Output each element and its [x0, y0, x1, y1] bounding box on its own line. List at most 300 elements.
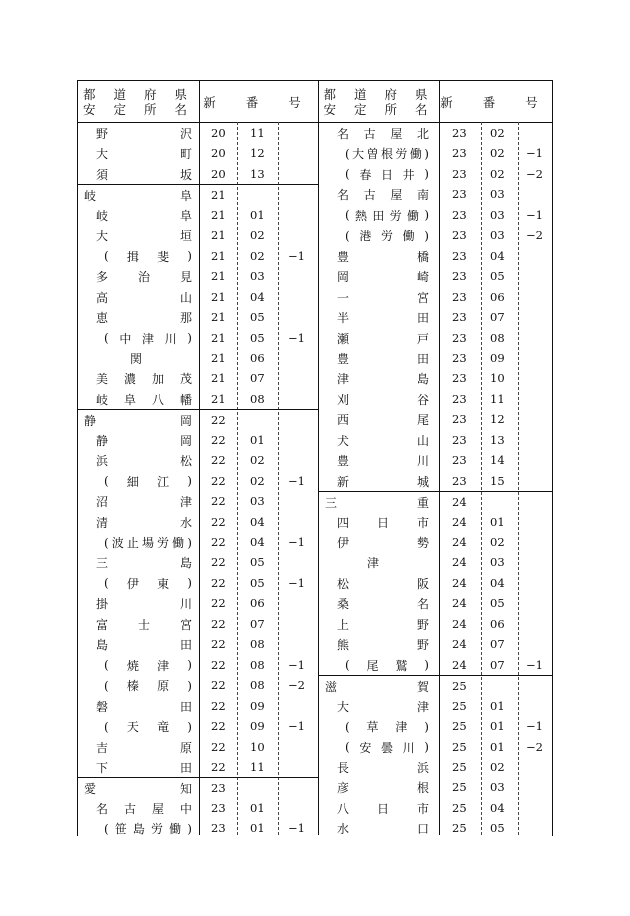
office-name: ( 笹 島 労 働 ) — [104, 821, 192, 837]
office-code: 05 — [250, 330, 265, 345]
table-row — [78, 409, 318, 431]
branch-code: −1 — [288, 657, 305, 672]
prefecture-code: 23 — [452, 453, 467, 468]
header-number-cell: 新 番 号 — [440, 94, 551, 110]
office-name: 大 垣 — [96, 229, 192, 244]
office-name: 新 城 — [337, 474, 429, 489]
prefecture-code: 21 — [211, 350, 226, 365]
office-name: 野 沢 — [96, 127, 192, 141]
branch-code: −2 — [526, 166, 543, 181]
office-code: 01 — [490, 514, 505, 529]
office-code: 04 — [250, 289, 265, 304]
prefecture-code: 22 — [211, 413, 226, 428]
prefecture-code: 22 — [211, 759, 226, 774]
office-name: 美 濃 加 茂 — [96, 372, 192, 387]
table-row — [78, 328, 318, 349]
table-row — [78, 716, 318, 737]
prefecture-code: 23 — [452, 330, 467, 345]
office-name: 四 日 市 — [337, 515, 429, 530]
office-name: 島 田 — [96, 638, 192, 653]
table-row — [78, 634, 318, 655]
prefecture-code: 23 — [452, 146, 467, 161]
table-row — [319, 552, 552, 573]
office-name: ( 波 止 場 労 働 ) — [104, 535, 192, 550]
table-row — [319, 143, 552, 164]
office-code: 07 — [250, 616, 265, 631]
prefecture-code: 21 — [211, 228, 226, 243]
office-name: 熊 野 — [337, 638, 429, 653]
table-row — [78, 450, 318, 471]
table-row — [319, 634, 552, 655]
office-code: 02 — [250, 453, 265, 468]
office-name: ( 榛 原 ) — [104, 678, 192, 694]
table-row — [319, 328, 552, 349]
prefecture-code: 21 — [211, 310, 226, 325]
table-row — [78, 246, 318, 267]
office-code: 06 — [490, 289, 505, 304]
office-name: ( 焼 津 ) — [104, 658, 192, 673]
table-row — [78, 471, 318, 492]
office-code: 08 — [250, 678, 265, 693]
office-code: 11 — [250, 759, 265, 774]
office-name: 岐 阜 — [84, 189, 192, 204]
office-code: 09 — [250, 698, 265, 713]
prefecture-code: 24 — [452, 616, 467, 631]
table-row — [78, 368, 318, 389]
table-row — [78, 798, 318, 819]
prefecture-code: 22 — [211, 698, 226, 713]
table-row — [78, 430, 318, 451]
office-code: 01 — [490, 739, 505, 754]
table-row — [78, 573, 318, 594]
branch-code: −1 — [288, 330, 305, 345]
prefecture-code: 24 — [452, 555, 467, 570]
office-name: 高 山 — [96, 290, 192, 305]
office-name: 三 島 — [96, 556, 192, 571]
office-name: 八 日 市 — [337, 801, 429, 816]
office-name: 関 — [130, 351, 143, 366]
office-code: 04 — [490, 800, 505, 815]
header-name-cell — [78, 81, 200, 122]
office-code: 06 — [250, 596, 265, 611]
prefecture-code: 21 — [211, 207, 226, 222]
office-code: 11 — [490, 391, 505, 406]
prefecture-code: 23 — [452, 228, 467, 243]
table-row — [319, 348, 552, 369]
table-row — [78, 225, 318, 246]
office-name: 豊 田 — [337, 351, 429, 366]
office-name: 彦 根 — [337, 781, 429, 796]
prefecture-code: 24 — [452, 535, 467, 549]
table-row — [319, 696, 552, 717]
office-code: 07 — [250, 371, 265, 386]
table-row — [319, 675, 552, 697]
office-name: 富 士 宮 — [96, 617, 192, 632]
table-row — [319, 389, 552, 410]
office-code: 10 — [250, 739, 265, 754]
office-code: 01 — [490, 698, 505, 713]
prefecture-code: 23 — [452, 473, 467, 488]
office-name: ( 安 曇 川 ) — [345, 740, 429, 755]
prefecture-code: 24 — [452, 596, 467, 611]
table-row — [78, 593, 318, 614]
header-name-cell — [319, 81, 440, 122]
office-name: ( 中 津 川 ) — [104, 331, 192, 346]
table-row — [78, 757, 318, 778]
office-code: 11 — [250, 126, 265, 140]
prefecture-code: 25 — [452, 800, 467, 815]
office-code: 09 — [490, 350, 505, 365]
prefecture-code: 23 — [452, 187, 467, 202]
prefecture-code: 23 — [211, 800, 226, 815]
office-code: 04 — [490, 248, 505, 263]
table-row — [319, 777, 552, 798]
office-code: 02 — [490, 166, 505, 181]
prefecture-code: 21 — [211, 391, 226, 406]
office-name: ( 天 竜 ) — [104, 719, 192, 735]
office-code: 05 — [250, 310, 265, 325]
table-row — [78, 164, 318, 185]
office-code: 05 — [250, 555, 265, 570]
office-code: 13 — [250, 166, 265, 181]
table-row — [319, 184, 552, 205]
office-code: 04 — [250, 514, 265, 529]
prefecture-code: 21 — [211, 330, 226, 345]
table-row — [319, 655, 552, 676]
office-name: 浜 松 — [96, 454, 192, 469]
table-row — [78, 532, 318, 553]
table-left-half — [78, 81, 319, 835]
office-code: 07 — [490, 637, 505, 652]
office-name: 吉 原 — [96, 740, 192, 755]
table-row — [319, 716, 552, 737]
office-name: 長 浜 — [337, 760, 429, 775]
prefecture-code: 21 — [211, 248, 226, 263]
office-code: 12 — [250, 146, 265, 161]
office-code: 15 — [490, 473, 505, 488]
header-name-line2: 安 定 所 名 — [323, 101, 435, 117]
prefecture-code: 22 — [211, 719, 226, 734]
prefecture-code: 22 — [211, 575, 226, 590]
table-row — [319, 450, 552, 471]
office-name: ( 細 江 ) — [104, 474, 192, 489]
header-name-line1: 都 道 府 県 — [83, 86, 194, 102]
office-name: ( 草 津 ) — [345, 719, 429, 735]
table-row — [78, 123, 318, 144]
office-name: 静 岡 — [96, 433, 192, 448]
table-row — [319, 471, 552, 492]
table-row — [78, 287, 318, 308]
office-code: 03 — [250, 269, 265, 284]
table-row — [78, 655, 318, 676]
table-row — [319, 512, 552, 533]
office-code: 12 — [490, 412, 505, 427]
prefecture-code: 23 — [452, 166, 467, 181]
branch-code: −1 — [526, 146, 543, 161]
office-name: 静 岡 — [84, 414, 192, 429]
table-row — [319, 491, 552, 513]
prefecture-code: 22 — [211, 432, 226, 447]
office-name: ( 尾 鷲 ) — [345, 658, 429, 673]
table-row — [78, 818, 318, 839]
header-name-line2: 安 定 所 名 — [83, 101, 194, 117]
branch-code: −2 — [526, 739, 543, 754]
table-row — [319, 164, 552, 185]
office-name: 大 町 — [96, 147, 192, 162]
office-name: 西 尾 — [337, 413, 429, 428]
office-name: 下 田 — [96, 760, 192, 775]
office-name: 恵 那 — [96, 311, 192, 326]
office-code: 08 — [490, 330, 505, 345]
office-code: 01 — [250, 800, 265, 815]
prefecture-code: 21 — [211, 371, 226, 386]
office-code: 02 — [250, 248, 265, 263]
office-code: 02 — [250, 228, 265, 243]
office-code: 03 — [490, 555, 505, 570]
prefecture-code: 22 — [211, 494, 226, 509]
table-row — [319, 205, 552, 226]
prefecture-code: 23 — [452, 269, 467, 284]
branch-code: −2 — [526, 228, 543, 243]
prefecture-code: 24 — [452, 657, 467, 672]
office-name: 掛 川 — [96, 597, 192, 612]
branch-code: −1 — [526, 207, 543, 222]
office-name: ( 春 日 井 ) — [345, 167, 429, 182]
table-row — [78, 307, 318, 328]
table-row — [319, 573, 552, 594]
office-code: 03 — [250, 494, 265, 509]
office-name: 三 重 — [325, 496, 429, 511]
table-header-left — [78, 81, 318, 123]
office-name: ( 揖 斐 ) — [104, 249, 192, 264]
office-name: 伊 勢 — [337, 536, 429, 550]
table-row — [78, 143, 318, 164]
office-code: 07 — [490, 657, 505, 672]
table-row — [319, 737, 552, 758]
prefecture-code: 23 — [452, 350, 467, 365]
prefecture-code: 22 — [211, 535, 226, 549]
prefecture-code: 20 — [211, 146, 226, 161]
office-name: 津 島 — [337, 372, 429, 387]
table-row — [78, 614, 318, 635]
prefecture-code: 20 — [211, 166, 226, 181]
prefecture-code: 25 — [452, 780, 467, 795]
branch-code: −2 — [288, 678, 305, 693]
office-name: 滋 賀 — [325, 680, 429, 695]
prefecture-code: 22 — [211, 739, 226, 754]
prefecture-code: 21 — [211, 269, 226, 284]
office-code: 05 — [490, 269, 505, 284]
branch-code: −1 — [288, 248, 305, 263]
prefecture-code: 22 — [211, 453, 226, 468]
table-row — [78, 777, 318, 799]
table-row — [319, 246, 552, 267]
prefecture-code: 20 — [211, 126, 226, 140]
office-code: 10 — [490, 371, 505, 386]
office-name: 豊 橋 — [337, 249, 429, 264]
prefecture-code: 25 — [452, 821, 467, 836]
office-name: 半 田 — [337, 311, 429, 326]
office-name: 名 古 屋 北 — [337, 127, 429, 141]
prefecture-code: 22 — [211, 596, 226, 611]
prefecture-code: 21 — [211, 289, 226, 304]
office-code: 08 — [250, 637, 265, 652]
table-row — [319, 798, 552, 819]
office-code: 05 — [490, 821, 505, 836]
office-name: 愛 知 — [84, 782, 192, 797]
office-name: 豊 川 — [337, 454, 429, 469]
prefecture-code: 25 — [452, 719, 467, 734]
prefecture-code: 23 — [452, 391, 467, 406]
office-code: 03 — [490, 780, 505, 795]
office-name: 磐 田 — [96, 699, 192, 714]
office-code: 04 — [490, 575, 505, 590]
prefecture-code: 23 — [452, 289, 467, 304]
table-row — [319, 430, 552, 451]
office-code: 03 — [490, 228, 505, 243]
branch-code: −1 — [288, 575, 305, 590]
office-code: 02 — [490, 126, 505, 140]
prefecture-code: 23 — [452, 371, 467, 386]
office-name: 名 古 屋 南 — [337, 188, 429, 203]
table-right-half — [319, 81, 552, 835]
office-name: 刈 谷 — [337, 392, 429, 407]
office-name: 大 津 — [337, 699, 429, 714]
prefecture-code: 23 — [211, 821, 226, 836]
prefecture-code: 22 — [211, 657, 226, 672]
table-header-right — [319, 81, 552, 123]
prefecture-code: 21 — [211, 188, 226, 203]
office-code: 02 — [490, 759, 505, 774]
office-code: 06 — [490, 616, 505, 631]
prefecture-code: 22 — [211, 616, 226, 631]
prefecture-code: 23 — [452, 126, 467, 140]
table-row — [319, 287, 552, 308]
prefecture-code: 22 — [211, 555, 226, 570]
prefecture-code: 23 — [452, 207, 467, 222]
table-row — [78, 696, 318, 717]
office-name: 岡 崎 — [337, 270, 429, 285]
table-row — [78, 266, 318, 287]
table-row — [319, 593, 552, 614]
office-code: 08 — [250, 391, 265, 406]
office-code: 06 — [250, 350, 265, 365]
branch-code: −1 — [288, 719, 305, 734]
prefecture-code: 22 — [211, 473, 226, 488]
table-row — [78, 389, 318, 410]
office-name: 多 治 見 — [96, 270, 192, 285]
office-code: 02 — [490, 146, 505, 161]
header-name-line1: 都 道 府 県 — [323, 86, 435, 102]
office-code: 01 — [250, 821, 265, 836]
table-row — [78, 512, 318, 533]
prefecture-code: 24 — [452, 575, 467, 590]
office-name: 水 口 — [337, 822, 429, 837]
office-name: ( 伊 東 ) — [104, 576, 192, 591]
table-row — [319, 818, 552, 839]
office-name: 清 水 — [96, 515, 192, 530]
table-row — [319, 307, 552, 328]
prefecture-code: 25 — [452, 759, 467, 774]
table-row — [78, 675, 318, 696]
table-row — [78, 737, 318, 758]
prefecture-code: 23 — [452, 310, 467, 325]
office-code: 14 — [490, 453, 505, 468]
office-number-table — [77, 80, 553, 836]
office-code: 03 — [490, 207, 505, 222]
prefecture-code: 23 — [452, 412, 467, 427]
prefecture-code: 25 — [452, 698, 467, 713]
table-row — [319, 123, 552, 144]
table-row — [319, 225, 552, 246]
office-name: ( 港 労 働 ) — [345, 228, 429, 244]
office-name: 沼 津 — [96, 495, 192, 510]
office-name: 一 宮 — [337, 290, 429, 305]
prefecture-code: 23 — [452, 432, 467, 447]
office-code: 02 — [490, 535, 505, 549]
table-row — [319, 409, 552, 430]
prefecture-code: 22 — [211, 637, 226, 652]
office-code: 03 — [490, 187, 505, 202]
branch-code: −1 — [526, 657, 543, 672]
prefecture-code: 25 — [452, 679, 467, 694]
office-code: 01 — [250, 432, 265, 447]
table-row — [78, 205, 318, 226]
prefecture-code: 24 — [452, 495, 467, 510]
table-row — [319, 368, 552, 389]
office-code: 13 — [490, 432, 505, 447]
office-name: 岐 阜 八 幡 — [96, 392, 192, 407]
office-code: 09 — [250, 719, 265, 734]
table-row — [319, 757, 552, 778]
prefecture-code: 22 — [211, 514, 226, 529]
prefecture-code: 22 — [211, 678, 226, 693]
table-row — [78, 491, 318, 512]
office-name: 津 — [367, 556, 380, 571]
office-name: 上 野 — [337, 617, 429, 632]
office-name: 瀬 戸 — [337, 331, 429, 346]
table-row — [78, 184, 318, 206]
table-row — [78, 552, 318, 573]
prefecture-code: 23 — [211, 781, 226, 796]
prefecture-code: 24 — [452, 637, 467, 652]
branch-code: −1 — [288, 821, 305, 836]
prefecture-code: 25 — [452, 739, 467, 754]
prefecture-code: 23 — [452, 248, 467, 263]
office-name: 桑 名 — [337, 597, 429, 612]
office-name: 名 古 屋 中 — [96, 801, 192, 816]
office-name: 岐 阜 — [96, 208, 192, 223]
office-name: 犬 山 — [337, 433, 429, 448]
office-code: 04 — [250, 535, 265, 549]
branch-code: −1 — [288, 473, 305, 488]
office-code: 07 — [490, 310, 505, 325]
header-number-cell: 新 番 号 — [203, 94, 314, 110]
table-row — [319, 614, 552, 635]
office-code: 05 — [490, 596, 505, 611]
table-row — [319, 266, 552, 287]
office-name: 松 阪 — [337, 576, 429, 591]
office-code: 01 — [250, 207, 265, 222]
office-code: 08 — [250, 657, 265, 672]
office-name: 須 坂 — [96, 167, 192, 182]
table-row — [319, 532, 552, 553]
office-code: 05 — [250, 575, 265, 590]
branch-code: −1 — [526, 719, 543, 734]
office-code: 01 — [490, 719, 505, 734]
table-row — [78, 348, 318, 369]
office-code: 02 — [250, 473, 265, 488]
